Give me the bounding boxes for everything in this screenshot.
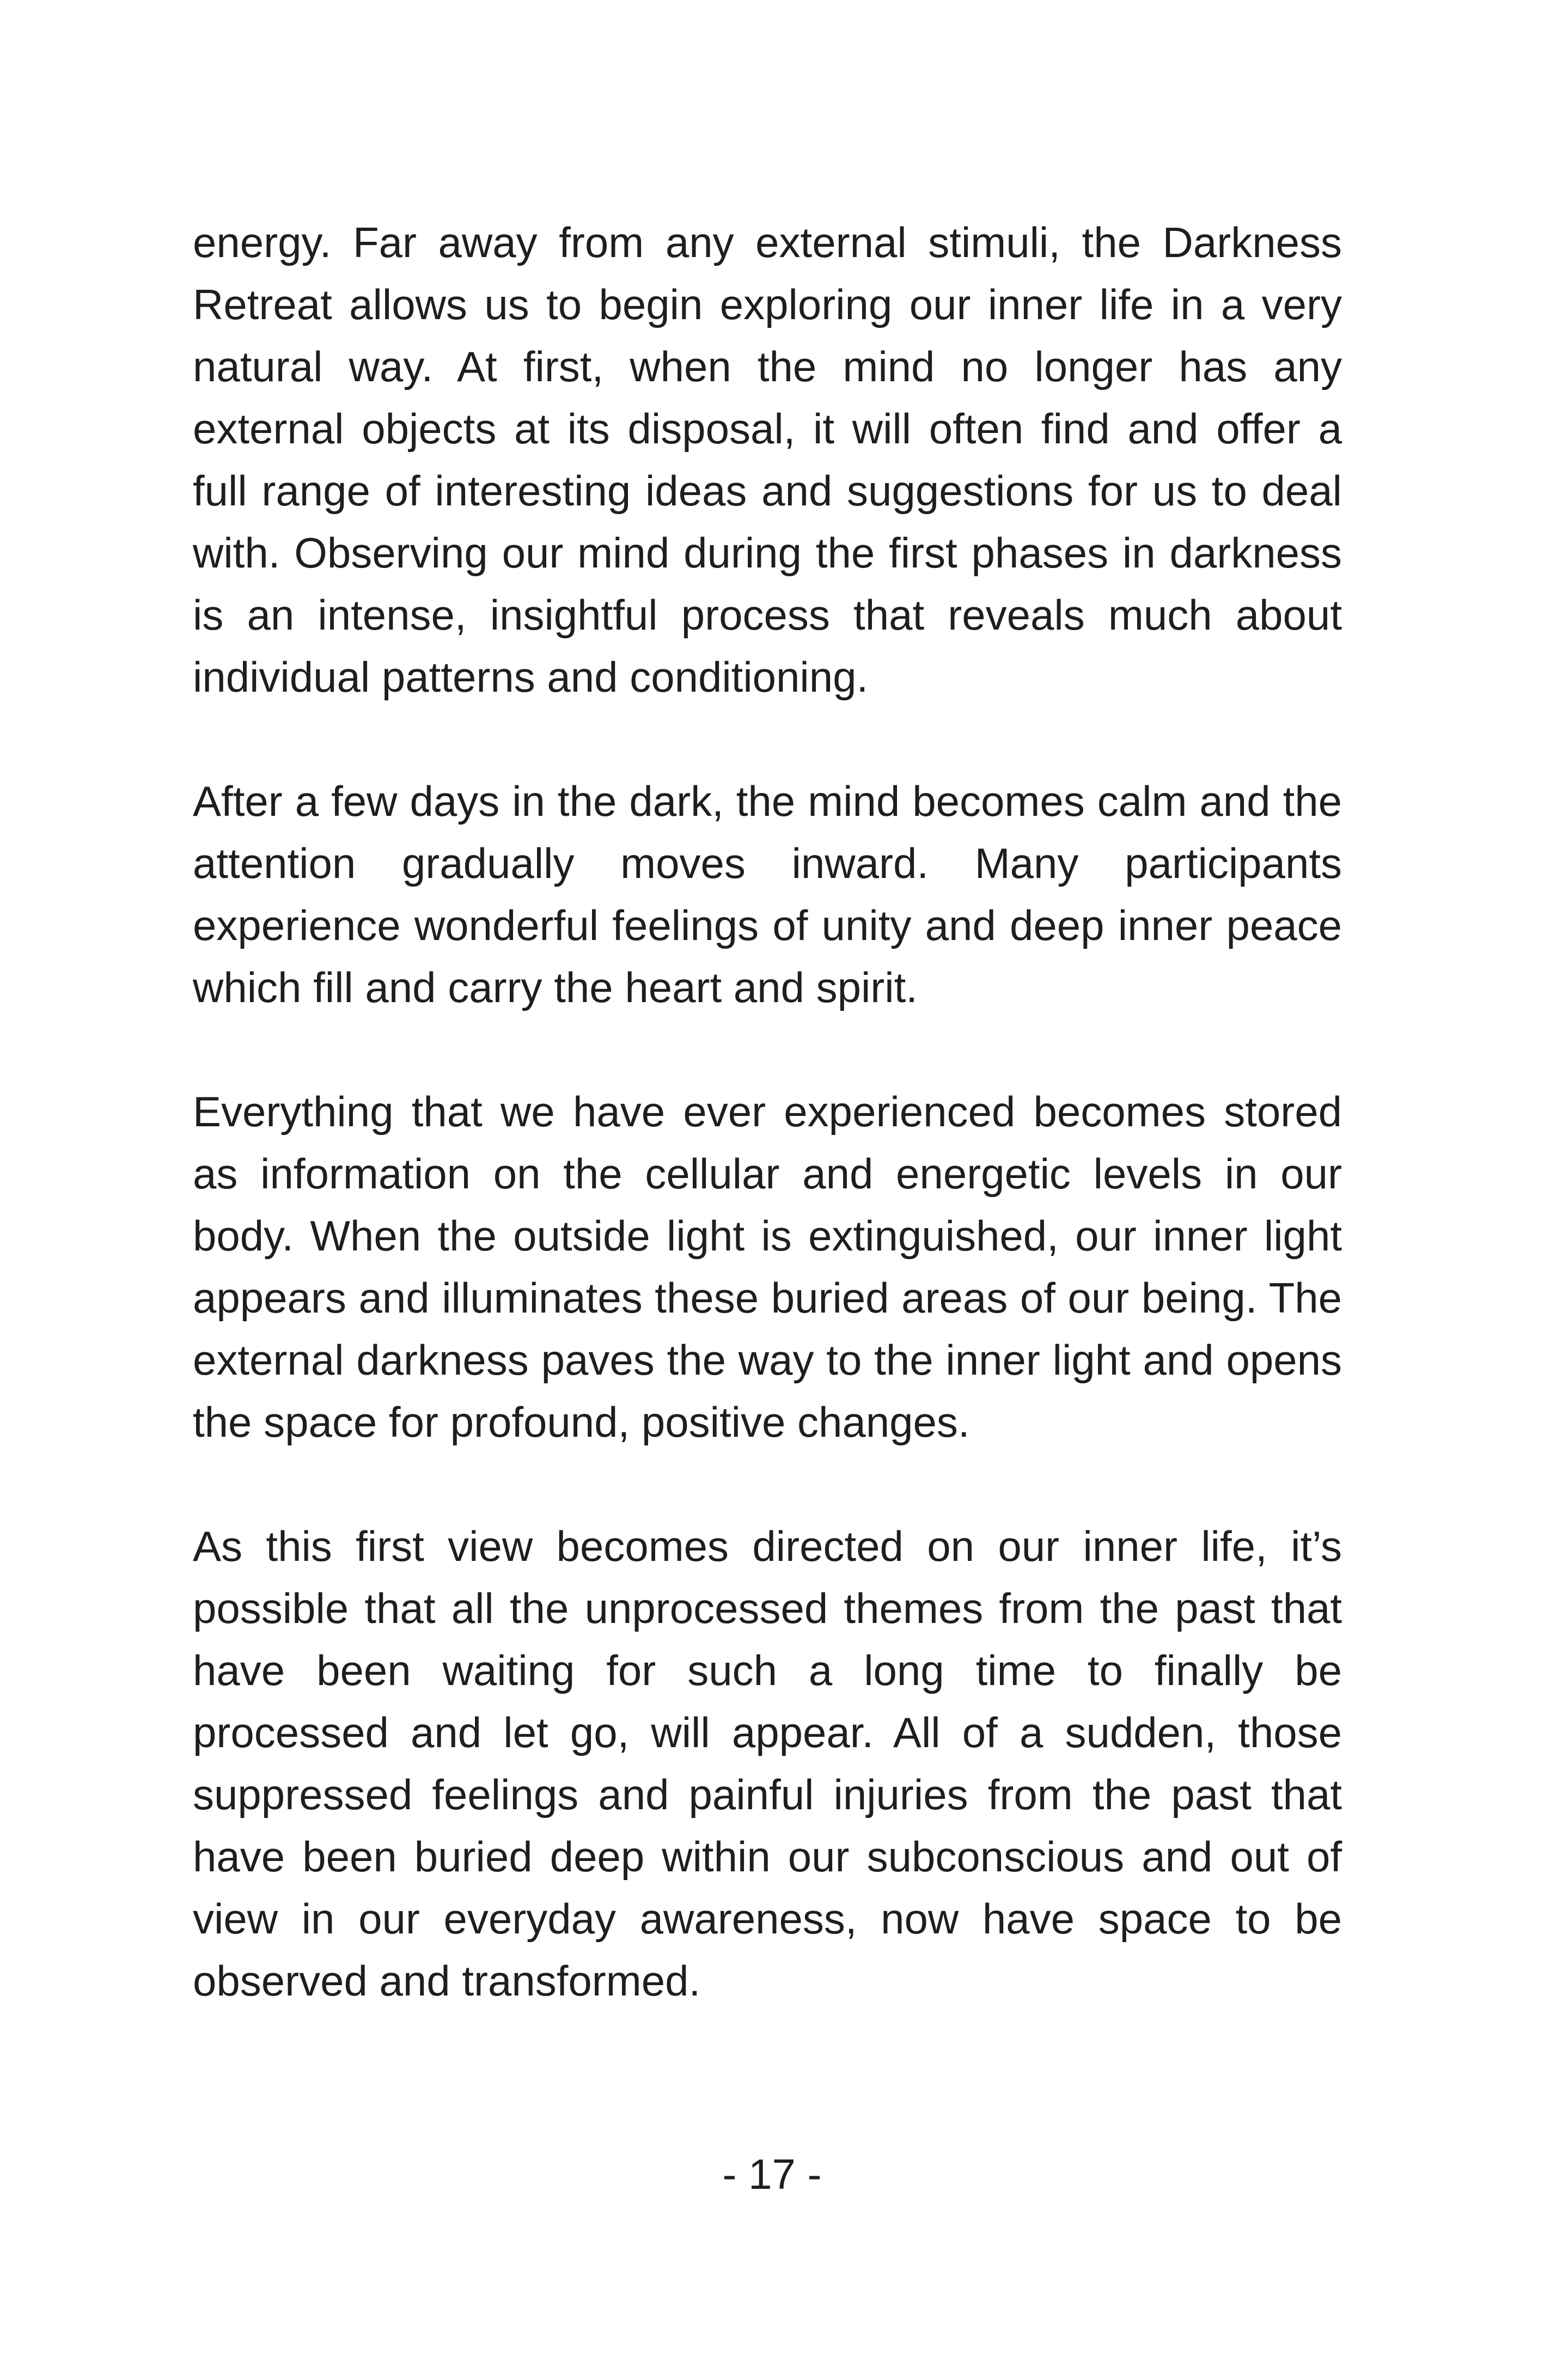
paragraph-4: As this first view becomes directed on our inner life, it’s possible that all the unprocessed themes from the past that have been waiting for such a long time to finally be processed and let go, will appear. All of a sudden, those suppressed feelings and painful injuries from the past that have been buried deep within our subconscious and out of view in our everyday awareness, now have space to be observed and transformed. xyxy=(193,1522,1342,2005)
body-text xyxy=(193,211,1342,2012)
paragraph-3: Everything that we have ever experienced becomes stored as information on the cellular and energetic levels in our body. When the outside light is extinguished, our inner light appears and illuminates these buried areas of our being. The external darkness paves the way to the inner light and opens the space for profound, positive changes. xyxy=(193,1088,1342,1446)
paragraph-2: After a few days in the dark, the mind becomes calm and the attention gradually moves inward. Many participants experience wonderful feelings of unity and deep inner peace which fill and carry the heart and spirit. xyxy=(193,777,1342,1011)
paragraph-1: energy. Far away from any external stimuli, the Darkness Retreat allows us to begin exploring our inner life in a very natural way. At first, when the mind no longer has any external objects at its disposal, it will often find and offer a full range of interesting ideas and suggestions for us to deal with. Observing our mind during the first phases in darkness is an intense, insightful process that reveals much about individual patterns and conditioning. xyxy=(193,218,1342,701)
page-number: - 17 - xyxy=(722,2150,822,2198)
